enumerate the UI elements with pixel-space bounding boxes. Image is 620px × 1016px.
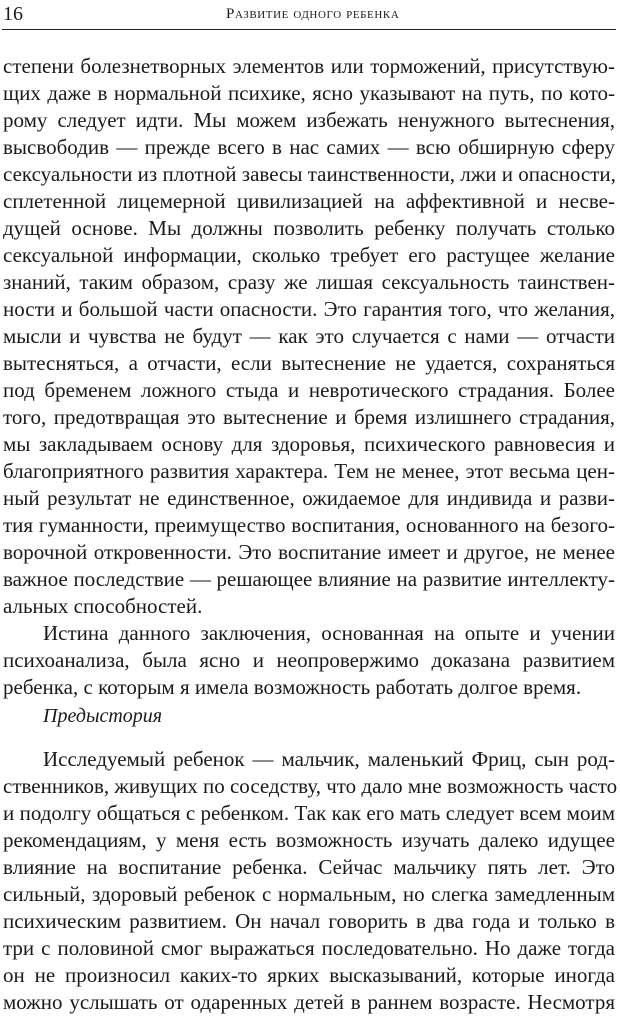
text-line: ности и большой части опасности. Это гарантия того, что желания, [3,297,615,321]
text-line: можно услышать от одаренных детей в раннем возрасте. Несмотря [3,990,615,1014]
text-line: мысли и чувства не будут — как это случается с нами — отчасти [3,324,615,348]
text-line: ный результат не единственное, ожидаемое для индивида и разви- [3,486,615,510]
text-line: три с половиной смог выражаться последовательно. Но даже тогда [3,936,615,960]
text-line: сплетенной лицемерной цивилизацией на аффективной и несве- [3,189,615,213]
text-line: ребенка, с которым я имела возможность работать долгое время. [3,675,582,699]
text-line: тия гуманности, преимущество воспитания, основанного на безого- [3,513,615,537]
section-heading: Предыстория [43,705,163,727]
text-line: важное последствие — решающее влияние на развитие интеллекту- [3,567,615,591]
text-line: сексуальности из плотной завесы таинственности, лжи и опасности, [3,162,616,186]
running-head [2,2,614,28]
page-number: 16 [3,3,23,25]
text-line: психоанализа, была ясно и неопровержимо доказана развитием [3,648,615,672]
text-line: высвободив — прежде всего в нас самих — всю обширную сферу [3,135,615,159]
text-line: альных способностей. [3,594,203,618]
text-line: знаний, таким образом, сразу же лишая сексуальность таинствен- [3,270,615,294]
text-line: ственников, живущих по соседству, что дало мне возможность часто [3,774,618,798]
text-line: сексуальной информации, сколько требует его растущее желание [3,243,615,267]
text-line: под бременем ложного стыда и невротического страдания. Более [3,378,615,402]
text-line: щих даже в нормальной психике, ясно указывают на путь, по кото- [3,81,615,105]
text-line: и подолгу общаться с ребенком. Так как его мать следует всем моим [3,801,615,825]
text-line: Истина данного заключения, основанная на опыте и учении [43,621,615,645]
text-line: вытесняться, а отчасти, если вытеснение не удается, сохраняться [3,351,615,375]
text-line: Исследуемый ребенок — мальчик, маленький Фриц, сын род- [43,747,615,771]
text-line: благоприятного развития характера. Тем не менее, этот весьма цен- [3,459,615,483]
header-rule [2,29,616,30]
text-line: дущей основе. Мы должны позволить ребенку получать столько [3,216,615,240]
text-line: рому следует идти. Мы можем избежать ненужного вытеснения, [3,108,615,132]
text-line: влияние на воспитание ребенка. Сейчас мальчику пять лет. Это [3,855,615,879]
text-line: степени болезнетворных элементов или торможений, присутствую- [3,54,615,78]
text-line: сильный, здоровый ребенок с нормальным, но слегка замедленным [3,882,615,906]
text-line: того, предотвращая это вытеснение и бремя излишнего страдания, [3,405,615,429]
text-line: он не произносил каких-то ярких высказываний, которые иногда [3,963,615,987]
text-line: ворочной откровенности. Это воспитание имеет и другое, не менее [3,540,615,564]
text-line: психическим развитием. Он начал говорить в два года и только в [3,909,615,933]
running-title: Развитие одного ребенка [226,6,400,22]
text-line: рекомендациям, у меня есть возможность изучать далеко идущее [3,828,615,852]
text-line: мы закладываем основу для здоровья, психического равновесия и [3,432,615,456]
